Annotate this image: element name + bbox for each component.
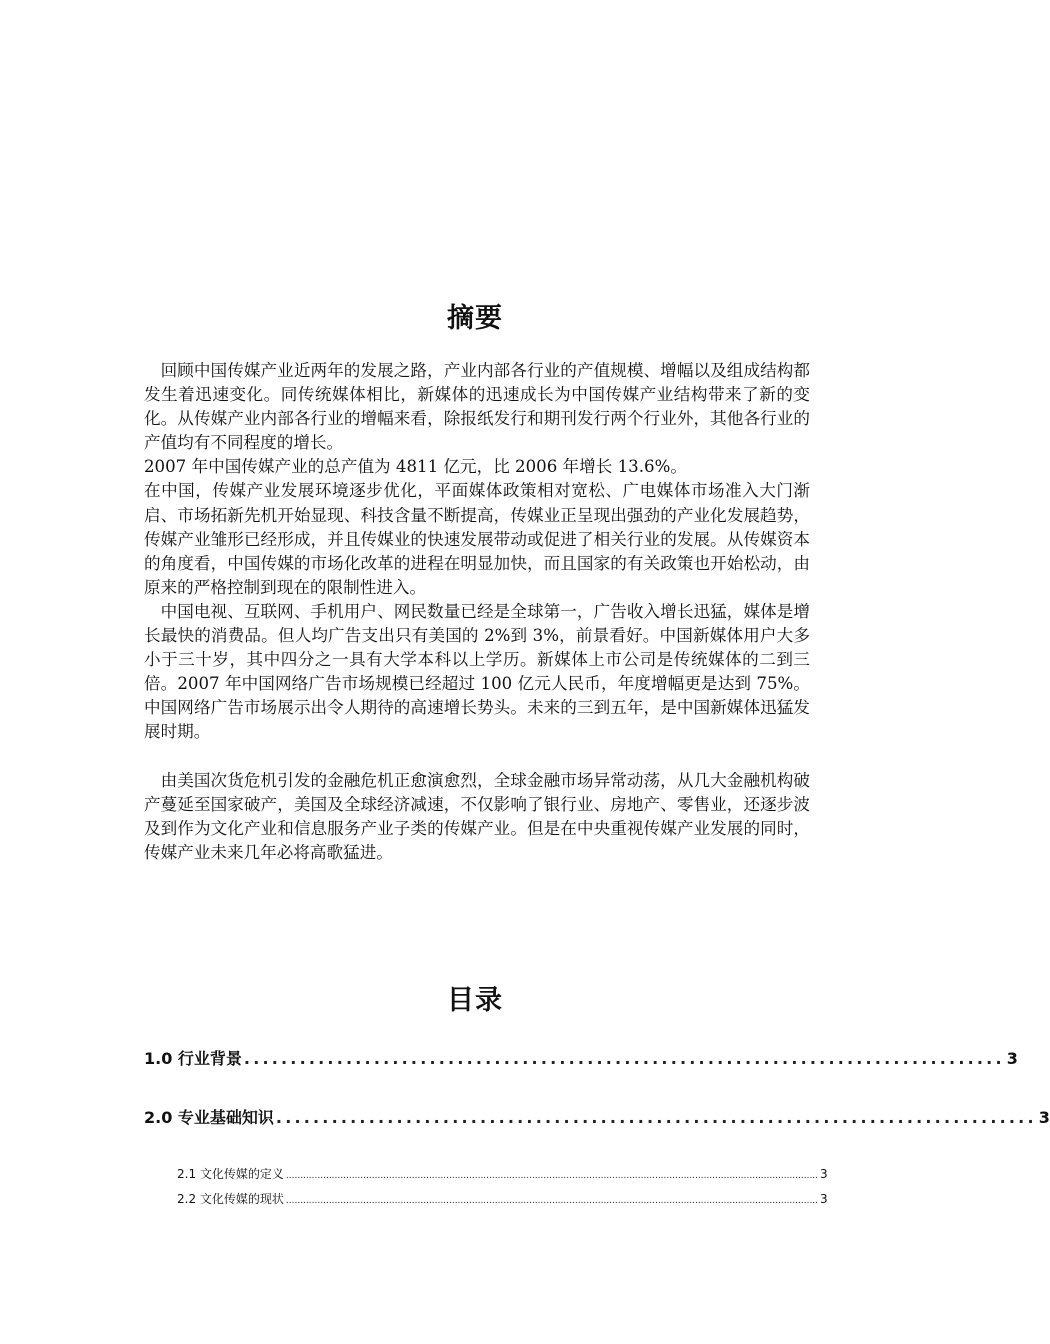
abstract-paragraph: 在中国，传媒产业发展环境逐步优化，平面媒体政策相对宽松、广电媒体市场准入大门渐启、市场拓新先机开始显现、科技含量不断提高，传媒业正呈现出强劲的产业化发展趋势，传媒产业雏形已经形成，并且传媒业的快速发展带动或促进了相关行业的发展。从传媒资本的角度看，中国传媒的市场化改革的进程在明显加快，而且国家的有关政策也开始松动，由原来的严格控制到现在的限制性进入。	[144, 481, 810, 597]
toc-entry-page: 3	[1038, 1108, 1050, 1127]
toc-title: 目录	[447, 985, 503, 1016]
abstract-paragraph: 回顾中国传媒产业近两年的发展之路，产业内部各行业的产值规模、增幅以及组成结构都发生着迅速变化。同传统媒体相比，新媒体的迅速成长为中国传媒产业结构带来了新的变化。从传媒产业内部各行业的增幅来看，除报纸发行和期刊发行两个行业外，其他各行业的产值均有不同程度的增长。	[144, 361, 810, 453]
toc-entry-label: 2.0 专业基础知识	[144, 1108, 274, 1127]
toc-dot-leader: ..................................................................................	[243, 1049, 1005, 1068]
abstract-paragraph: 由美国次货危机引发的金融危机正愈演愈烈，全球金融市场异常动荡，从几大金融机构破产蔓延至国家破产，美国及全球经济减速，不仅影响了银行业、房地产、零售业，还逐步波及到作为文化产业和信息服务产业子类的传媒产业。但是在中央重视传媒产业发展的同时，传媒产业未来几年必将高歌猛进。	[144, 770, 810, 862]
toc-entry-page: 3	[1006, 1049, 1018, 1068]
toc-dot-leader: ..........................................................................................................................................................................................	[285, 1171, 819, 1181]
toc-entry-basic-knowledge[interactable]	[144, 1105, 1050, 1128]
toc-entry-media-definition[interactable]	[177, 1165, 828, 1182]
toc-entry-media-status[interactable]	[177, 1190, 828, 1207]
abstract-body	[144, 359, 810, 865]
toc-entry-label: 2.2 文化传媒的现状	[177, 1192, 284, 1206]
abstract-paragraph: 中国电视、互联网、手机用户、网民数量已经是全球第一，广告收入增长迅猛，媒体是增长最快的消费品。但人均广告支出只有美国的 2%到 3%，前景看好。中国新媒体用户大多小于三十岁，其中四分之一具有大学本科以上学历。新媒体上市公司是传统媒体的二到三倍。2007 年中国网络广告市场规模已经超过 100 亿元人民币，年度增幅更是达到 75%。中国网络广告市场展示出令人期待的高速增长势头。未来的三到五年，是中国新媒体迅猛发展时期。	[144, 601, 810, 742]
toc-entry-label: 1.0 行业背景	[144, 1049, 242, 1068]
toc-entry-page: 3	[820, 1192, 828, 1206]
abstract-paragraph: 2007 年中国传媒产业的总产值为 4811 亿元，比 2006 年增长 13.6%。	[144, 457, 687, 477]
toc-dot-leader: ..........................................................................................................................................................................................	[285, 1196, 819, 1206]
toc-entry-page: 3	[820, 1167, 828, 1181]
abstract-title: 摘要	[447, 303, 503, 334]
toc-entry-label: 2.1 文化传媒的定义	[177, 1167, 284, 1181]
toc-dot-leader: ..................................................................................	[275, 1108, 1037, 1127]
toc-entry-industry-background[interactable]	[144, 1046, 1018, 1069]
